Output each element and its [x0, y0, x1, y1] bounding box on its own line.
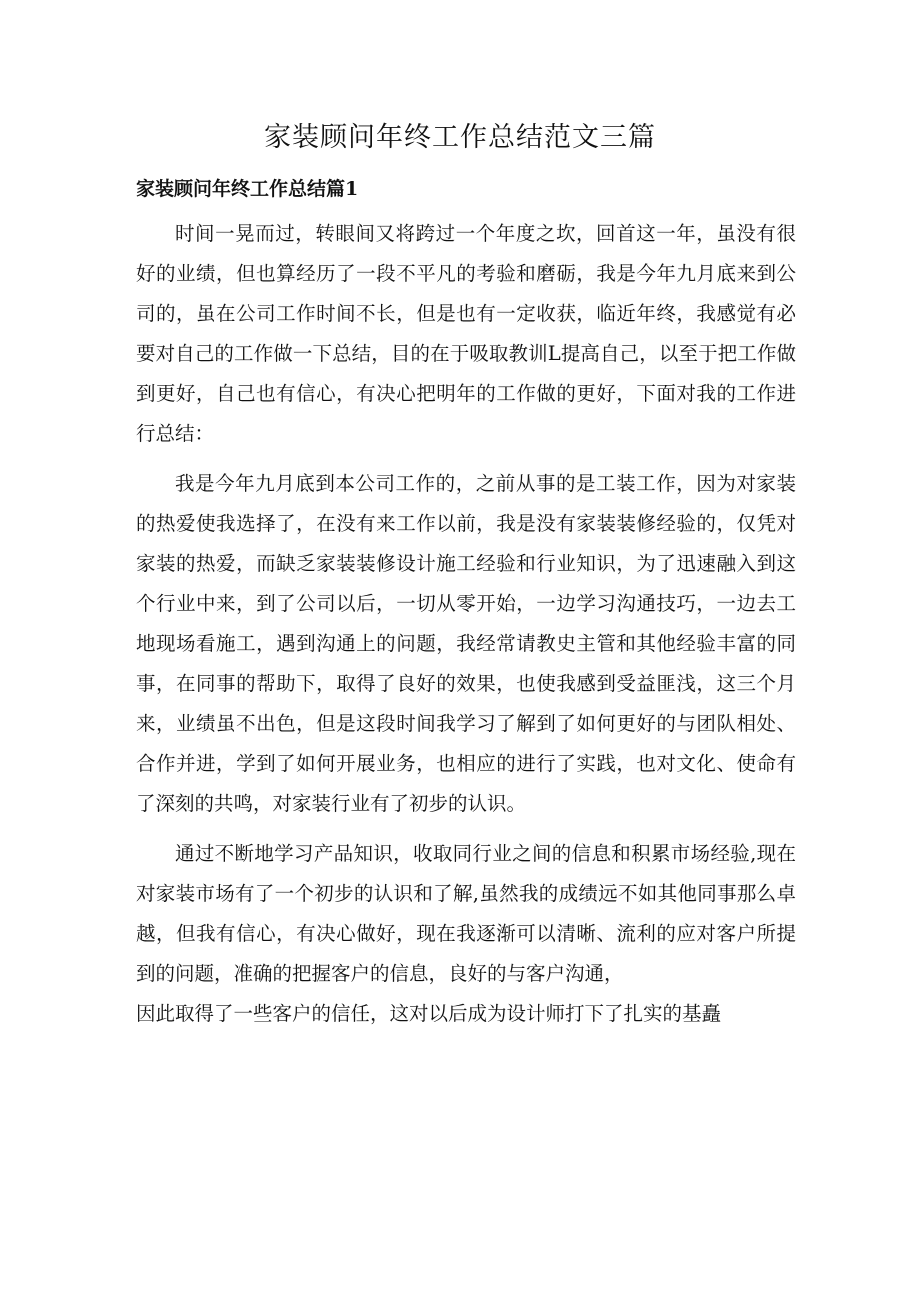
section-heading: 家装顾问年终工作总结篇1: [136, 178, 359, 200]
document-title: 家装顾问年终工作总结范文三篇: [264, 122, 656, 153]
paragraph-4: 因此取得了一些客户的信任，这对以后成为设计师打下了扎实的基矗: [136, 1002, 722, 1025]
document-body: [136, 214, 796, 1044]
paragraph-3: 通过不断地学习产品知识，收取同行业之间的信息和积累市场经验,现在对家装市场有了一个初步的认识和了解,虽然我的成绩远不如其他同事那么卓越，但我有信心，有决心做好，现在我逐渐可以清晰、流利的应对客户所提到的问题，准确的把握客户的信息，良好的与客户沟通，: [136, 842, 796, 985]
paragraph-1: 时间一晃而过，转眼间又将跨过一个年度之坎，回首这一年，虽没有很好的业绩，但也算经历了一段不平凡的考验和磨砺，我是今年九月底来到公司的，虽在公司工作时间不长，但是也有一定收获，临近年终，我感觉有必要对自己的工作做一下总结，目的在于吸取教训L提高自己，以至于把工作做到更好，自己也有信心，有决心把明年的工作做的更好，下面对我的工作进行总结：: [136, 222, 796, 445]
paragraph-2: 我是今年九月底到本公司工作的，之前从事的是工装工作，因为对家装的热爱使我选择了，在没有来工作以前，我是没有家装装修经验的，仅凭对家装的热爱，而缺乏家装装修设计施工经验和行业知识，为了迅速融入到这个行业中来，到了公司以后，一切从零开始，一边学习沟通技巧，一边去工地现场看施工，遇到沟通上的问题，我经常请教史主管和其他经验丰富的同事，在同事的帮助下，取得了良好的效果，也使我感到受益匪浅，这三个月来，业绩虽不出色，但是这段时间我学习了解到了如何更好的与团队相处、合作并进，学到了如何开展业务，也相应的进行了实践，也对文化、使命有了深刻的共鸣，对家装行业有了初步的认识。: [136, 472, 796, 815]
